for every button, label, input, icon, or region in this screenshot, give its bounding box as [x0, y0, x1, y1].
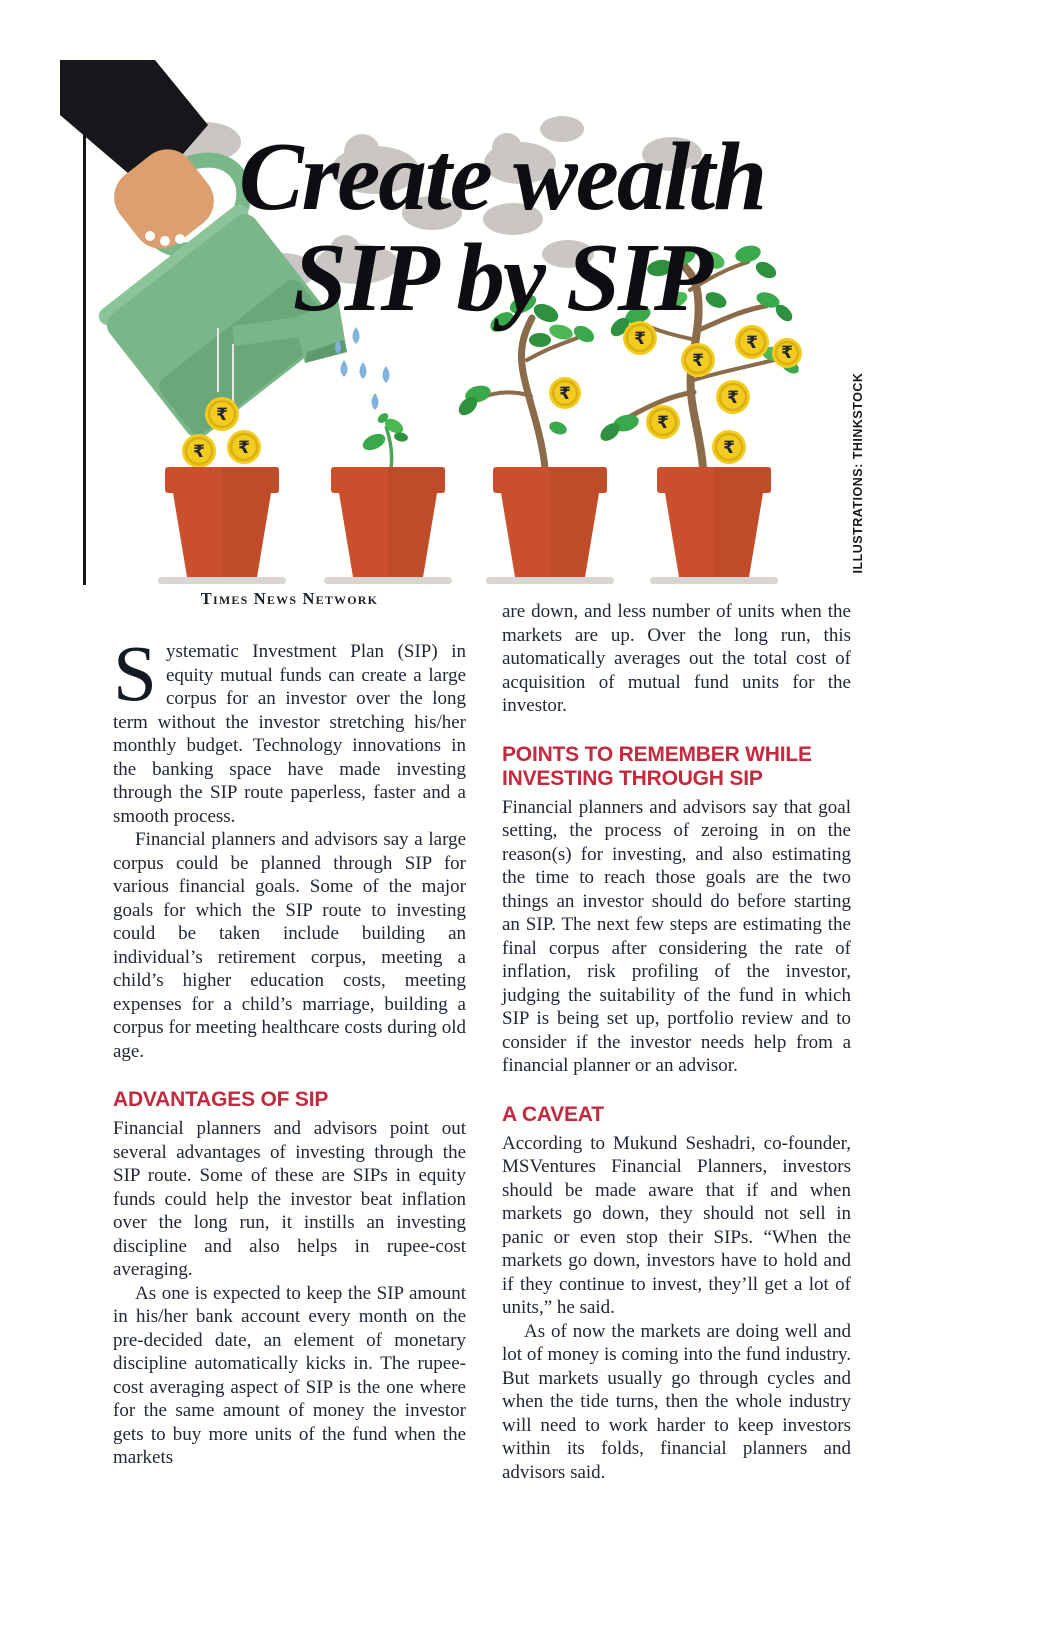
lede-paragraph	[113, 631, 466, 828]
rupee-coin-icon: ₹	[193, 442, 205, 462]
paragraph: According to Mukund Seshadri, co-founder, MSVentures Financial Planners, investors should be made aware that if and when markets go down, they should not sell in panic or even stop their SIPs. “When the markets go down, investors have to hold and if they continue to invest, they’ll get a lot of units,” he said.	[502, 1132, 851, 1318]
section-heading-advantages: ADVANTAGES OF SIP	[113, 1088, 329, 1111]
sprout-icon	[360, 411, 409, 468]
section-heading-points: POINTS TO REMEMBER WHILE INVESTING THROUGH SIP	[502, 742, 812, 790]
flower-pot-2	[324, 467, 452, 584]
flower-pot-3	[486, 467, 614, 584]
section-heading-caveat: A CAVEAT	[502, 1102, 604, 1126]
flower-pot-4	[650, 467, 778, 584]
headline	[140, 122, 864, 331]
paragraph: As of now the markets are doing well and lot of money is coming into the fund industry. But markets usually go through cycles and when the tide turns, then the whole industry will need to work harder to keep investors within its folds, financial planners and advisors said.	[502, 1320, 851, 1483]
article-column-left	[113, 631, 466, 1470]
rupee-coin-icon: ₹	[746, 333, 758, 353]
tree-rupee-coins	[623, 321, 802, 464]
byline: Times News Network	[200, 589, 379, 608]
rupee-coin-icon: ₹	[692, 351, 704, 371]
rupee-coin-icon: ₹	[723, 438, 735, 458]
flower-pot-1	[158, 467, 286, 584]
drop-cap: S	[113, 631, 157, 718]
paragraph-text: ystematic Investment Plan (SIP) in equity mutual funds can create a large corpus for an investor over the long term without the investor stretching his/her monthly budget. Technology innovations in the banking space have made investing through the SIP route paperless, faster and a smooth process.	[113, 641, 466, 827]
rupee-coin-icon: ₹	[657, 413, 669, 433]
paragraph: Financial planners and advisors say a large corpus could be planned through SIP for various financial goals. Some of the major goals for which the SIP route to investing could be taken include building an individual’s retirement corpus, meeting a child’s higher education costs, meeting expenses for a child’s marriage, building a corpus for meeting healthcare costs during old age.	[113, 829, 466, 1062]
paragraph: Financial planners and advisors say that goal setting, the process of zeroing in on the reason(s) for investing, and also estimating the time to reach those goals are the two things an investor should do before starting an SIP. The next few steps are estimating the final corpus after considering the rate of inflation, risk profiling of the investor, judging the suitability of the fund in which SIP is being set up, portfolio review and to consider if the investor needs help from a financial planner or an advisor.	[502, 796, 851, 1076]
paragraph: As one is expected to keep the SIP amount in his/her bank account every month on the pre-decided date, an element of monetary discipline automatically kicks in. The rupee-cost averaging aspect of SIP is the one where for the same amount of money the investor gets to buy more units of the fund when the markets	[113, 1282, 466, 1468]
paragraph: are down, and less number of units when the markets are up. Over the long run, this automatically averages out the total cost of acquisition of mutual fund units for the investor.	[502, 601, 851, 716]
rupee-coin-icon: ₹	[781, 343, 793, 363]
headline-line-1: Create wealth	[238, 122, 766, 230]
rupee-coin-icon: ₹	[238, 438, 250, 458]
rupee-coin-icon: ₹	[559, 384, 571, 404]
rupee-coin-icon: ₹	[634, 329, 646, 349]
rupee-coin-icon: ₹	[216, 405, 228, 425]
rupee-coin-icon: ₹	[727, 388, 739, 408]
left-rule	[83, 72, 86, 585]
illustration-credit: ILLUSTRATIONS: THINKSTOCK	[851, 372, 865, 574]
headline-line-2: SIP by SIP	[292, 223, 712, 331]
article-column-right	[502, 600, 851, 1484]
paragraph: Financial planners and advisors point out several advantages of investing through the SIP route. Some of these are SIPs in equity funds could help the investor beat inflation over the long run, it instills an investing discipline and also helps in rupee-cost averaging.	[113, 1118, 466, 1280]
